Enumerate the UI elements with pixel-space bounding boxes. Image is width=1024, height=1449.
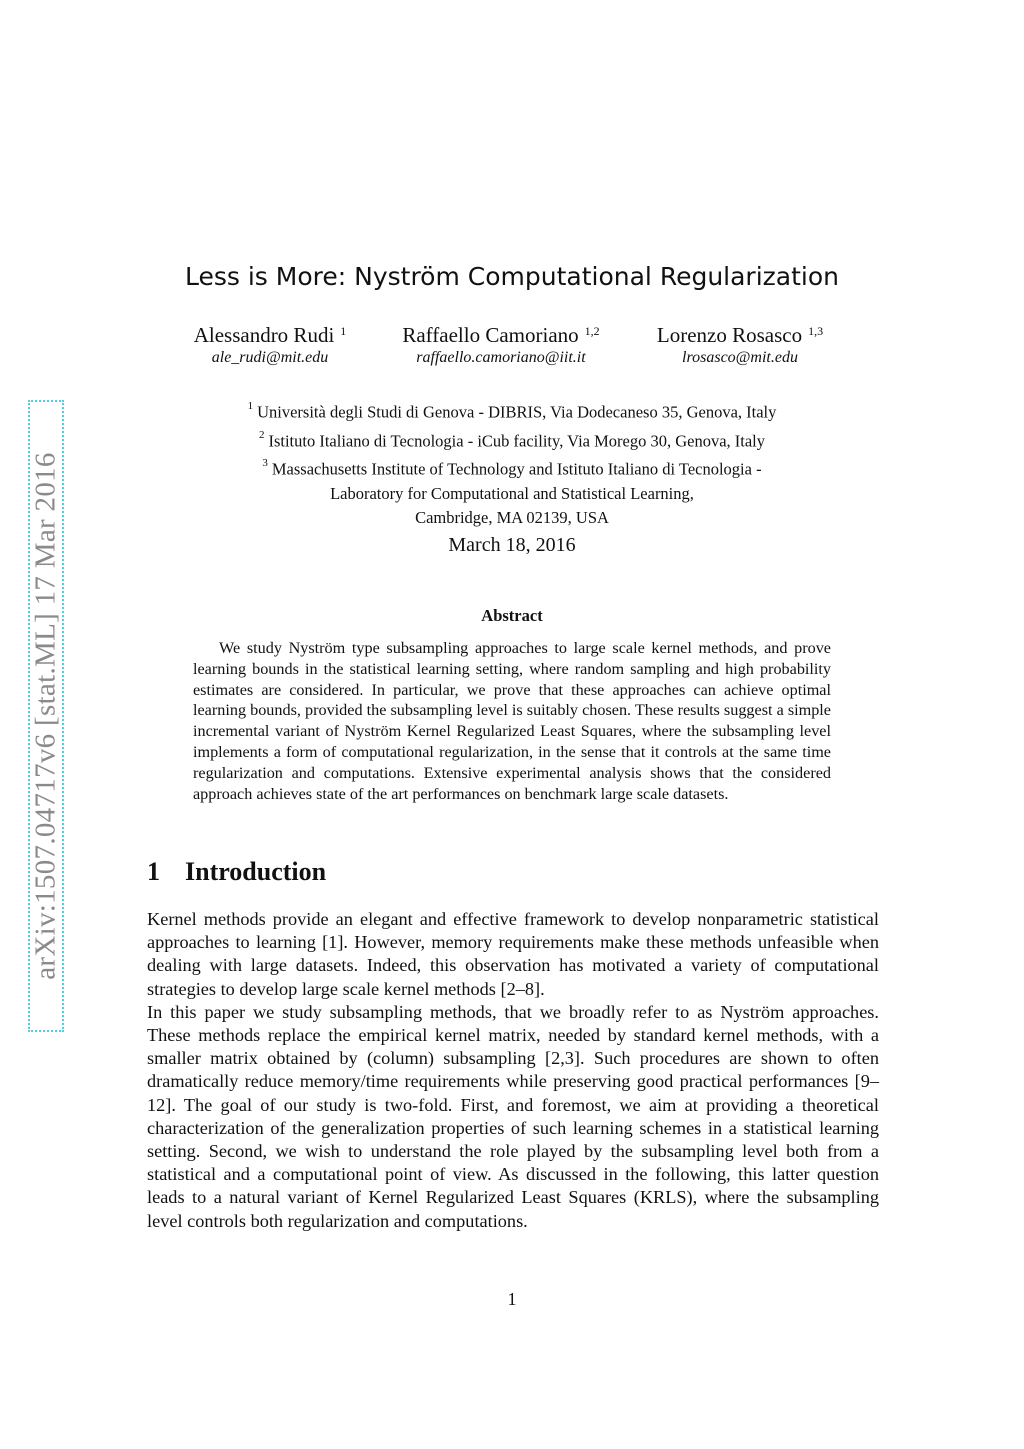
author-affiliation-mark: 1,3 <box>808 324 824 338</box>
affiliation-line: $^1$ Università degli Studi di Genova - DIBRIS, Via Dodecaneso 35, Genova, Italy <box>247 400 777 422</box>
author-block <box>640 322 840 368</box>
author-name: Lorenzo Rosasco <box>656 323 803 347</box>
author-email: lrosasco@mit.edu <box>682 349 798 366</box>
affiliation-line: Cambridge, MA 02139, USA <box>415 507 609 527</box>
section-heading <box>147 857 326 887</box>
arxiv-id: arXiv:1507.04717v6 [stat.ML] 17 Mar 2016 <box>29 452 62 980</box>
section-title: Introduction <box>185 857 327 886</box>
author-email: raffaello.camoriano@iit.it <box>416 349 586 366</box>
paragraph: Kernel methods provide an elegant and effective framework to develop nonparametric statistical approaches to learning [1]. However, memory requirements make these methods unfeasible when dealing with large datasets. Indeed, this observation has motivated a variety of computational strategies to develop large scale kernel methods [2–8]. <box>147 909 879 999</box>
affiliation-line: Laboratory for Computational and Statistical Learning, <box>330 483 694 503</box>
paragraph: In this paper we study subsampling methods, that we broadly refer to as Nyström approaches. These methods replace the empirical kernel matrix, needed by standard kernel methods, with a smaller matrix obtained by (column) subsampling [2,3]. Such procedures are shown to often dramatically reduce memory/time requirements while preserving good practical performances [9–12]. The goal of our study is two-fold. First, and foremost, we aim at providing a theoretical characterization of the generalization properties of such learning schemes in a statistical learning setting. Second, we wish to understand the role played by the subsampling level both from a statistical and a computational point of view. As discussed in the following, this latter question leads to a natural variant of Kernel Regularized Least Squares (KRLS), where the subsampling level controls both regularization and computations. <box>147 1001 879 1231</box>
author-block <box>180 322 360 368</box>
section-number: 1 <box>147 857 160 886</box>
paper-title: Less is More: Nyström Computational Regularization <box>185 262 839 291</box>
author-name: Raffaello Camoriano <box>402 323 579 347</box>
author-email: ale_rudi@mit.edu <box>211 349 329 366</box>
author-affiliation-mark: 1,2 <box>584 324 600 338</box>
abstract-heading: Abstract <box>481 606 543 625</box>
affiliation-line: $^2$ Istituto Italiano di Tecnologia - iCub facility, Via Morego 30, Genova, Italy <box>258 428 766 450</box>
introduction-body <box>147 908 879 1233</box>
author-name: Alessandro Rudi <box>193 323 335 347</box>
paper-date: March 18, 2016 <box>448 534 576 556</box>
affiliations <box>0 396 1024 530</box>
author-block <box>386 322 616 368</box>
author-affiliation-mark: 1 <box>340 324 347 338</box>
page-number: 1 <box>507 1289 517 1309</box>
abstract-text: We study Nyström type subsampling approaches to large scale kernel methods, and prove learning bounds in the statistical learning setting, where random sampling and high probability estimates are considered. In particular, we prove that these approaches can achieve optimal learning bounds, provided the subsampling level is suitably chosen. These results suggest a simple incremental variant of Nyström Kernel Regularized Least Squares, where the subsampling level implements a form of computational regularization, in the sense that it controls at the same time regularization and computations. Extensive experimental analysis shows that the considered approach achieves state of the art performances on benchmark large scale datasets. <box>193 639 831 803</box>
affiliation-line: $^3$ Massachusetts Institute of Technology and Istituto Italiano di Tecnologia - <box>262 457 762 479</box>
